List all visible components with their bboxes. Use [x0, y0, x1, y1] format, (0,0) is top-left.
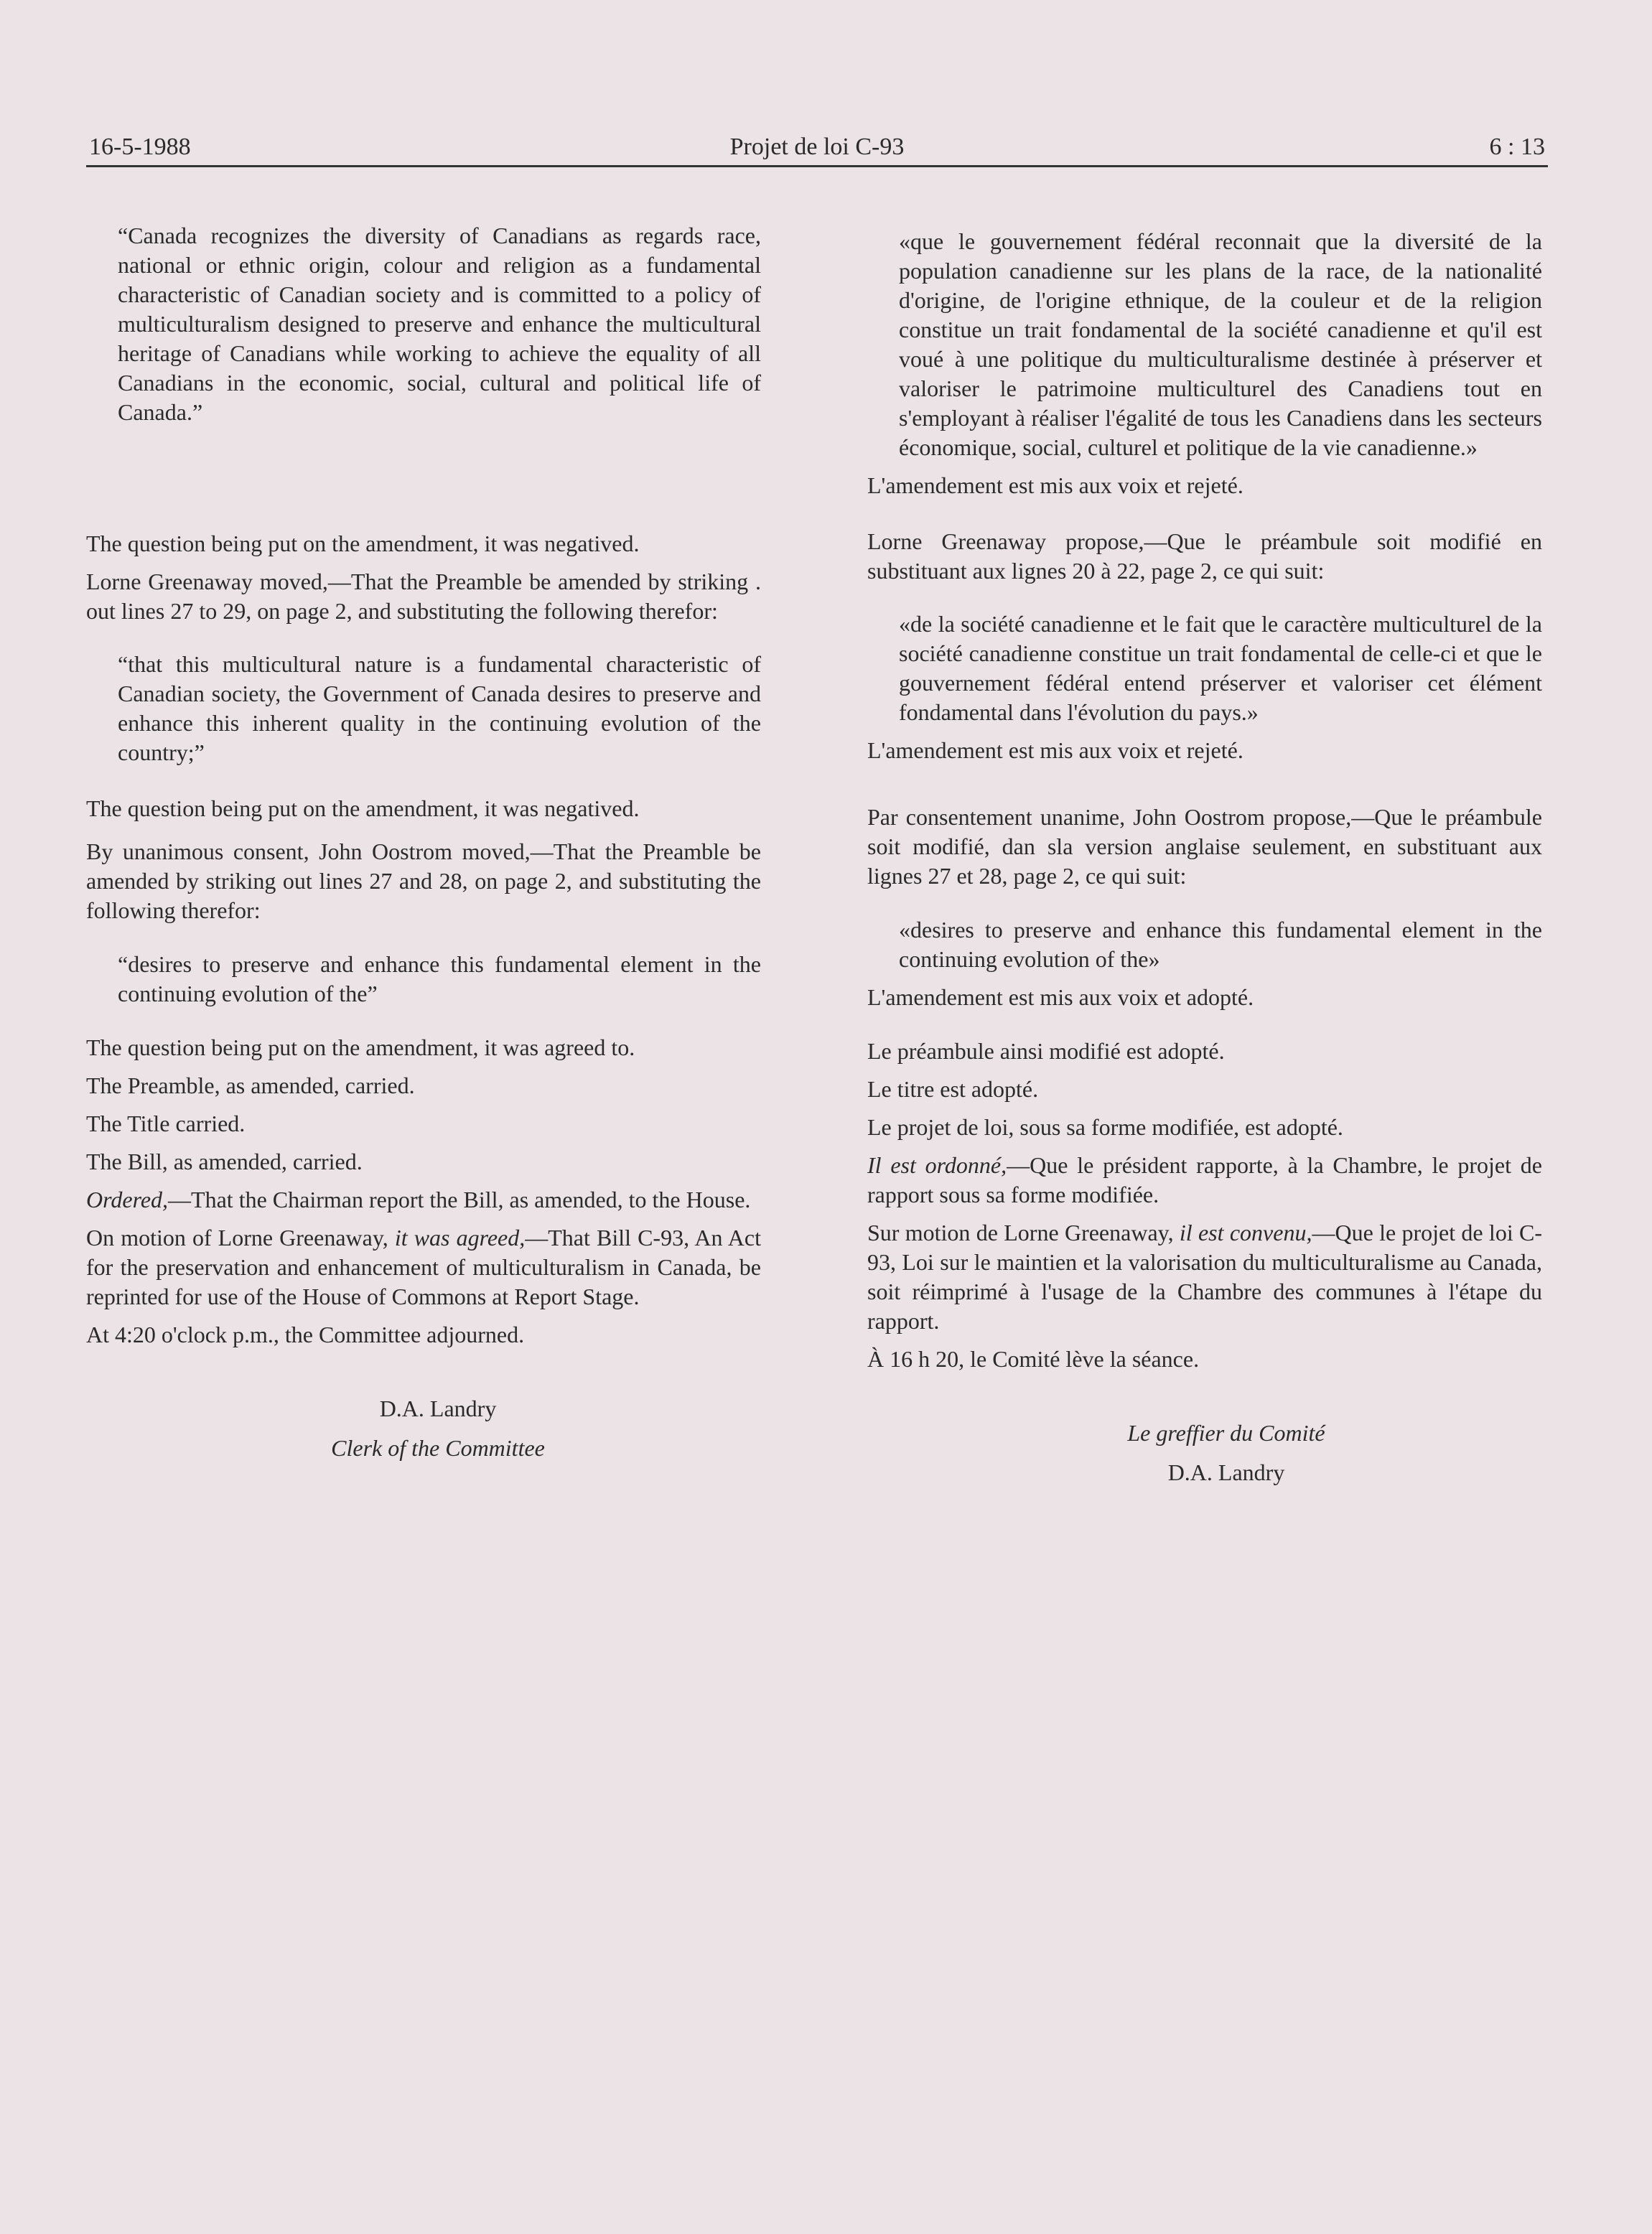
- quoted-amendment-text: «desires to preserve and enhance this fundamental element in the continuing evolution of the»: [899, 917, 1542, 972]
- header-title: Projet de loi C-93: [729, 134, 905, 160]
- motion-text: —That Bill C-93, An Act for the preservation and enhancement of multiculturalism in Canada, be reprinted for use of the House of Commons at Report Stage.: [86, 1225, 761, 1309]
- order-text: —That the Chairman report the Bill, as amended, to the House.: [168, 1187, 751, 1212]
- quoted-amendment-text: “Canada recognizes the diversity of Canadians as regards race, national or ethnic origin, colour and religion as a fundamental characteristic of Canadian society and is committed to a policy of multiculturalism designed to preserve and enhance the multicultural heritage of Canadians while working to achieve the equality of all Canadians in the economic, social, cultural and political life of Canada.”: [118, 223, 761, 425]
- motion-lead: On motion of Lorne Greenaway,: [86, 1225, 395, 1251]
- order-italic-lead: Il est ordonné,: [867, 1152, 1007, 1178]
- motion-paragraph: By unanimous consent, John Oostrom moved,—That the Preamble be amended by striking out lines 27 and 28, on page 2, and substituting the following therefor:: [86, 838, 761, 923]
- result-line: Le titre est adopté.: [867, 1076, 1039, 1102]
- amendment-result: L'amendement est mis aux voix et rejeté.: [867, 472, 1243, 498]
- adjournment-line: At 4:20 o'clock p.m., the Committee adjourned.: [86, 1322, 525, 1347]
- quoted-amendment-text: “that this multicultural nature is a fundamental characteristic of Canadian society, the Government of Canada desires to preserve and enhance this inherent quality in the continuing evolution of the country;”: [118, 651, 761, 765]
- amendment-result: The question being put on the amendment, it was agreed to.: [86, 1034, 635, 1060]
- result-line: Le préambule ainsi modifié est adopté.: [867, 1038, 1225, 1064]
- page-header: [86, 126, 1548, 167]
- signature-name: D.A. Landry: [379, 1396, 497, 1421]
- signature-name: D.A. Landry: [1167, 1459, 1285, 1485]
- quoted-amendment-text: “desires to preserve and enhance this fundamental element in the continuing evolution of the”: [118, 951, 761, 1006]
- quoted-amendment-text: «que le gouvernement fédéral reconnait que la diversité de la population canadienne sur les plans de la race, de la nationalité d'origine, de l'origine ethnique, de la couleur et de la religion constitue un trait fondamental de la société canadienne et qu'il est voué à une politique du multiculturalisme destinée à préserver et valoriser le patrimoine multiculturel des Canadiens tout en s'employant à réaliser l'égalité de tous les Canadiens dans les secteurs économique, social, culturel et politique de la vie canadienne.»: [899, 228, 1542, 460]
- motion-paragraph: [867, 1218, 1542, 1336]
- signature-title: Clerk of the Committee: [331, 1435, 545, 1461]
- motion-text: —Que le projet de loi C-93, Loi sur le maintien et la valorisation du multiculturalisme au Canada, soit réimprimé à l'usage de la Chambre des communes à l'étape du rapport.: [867, 1220, 1543, 1334]
- motion-paragraph: [86, 1223, 761, 1312]
- motion-italic: il est convenu,: [1179, 1220, 1312, 1245]
- amendment-result: L'amendement est mis aux voix et rejeté.: [867, 737, 1243, 763]
- signature-title: Le greffier du Comité: [1127, 1420, 1325, 1446]
- french-column: [867, 221, 1542, 1487]
- order-paragraph: [86, 1185, 761, 1215]
- header-date: 16-5-1988: [89, 134, 191, 160]
- result-line: Le projet de loi, sous sa forme modifiée, est adopté.: [867, 1114, 1343, 1140]
- result-line: The Title carried.: [86, 1111, 246, 1136]
- order-italic-lead: Ordered,: [86, 1187, 169, 1212]
- adjournment-line: À 16 h 20, le Comité lève la séance.: [867, 1346, 1200, 1372]
- amendment-result: L'amendement est mis aux voix et adopté.: [867, 984, 1254, 1010]
- motion-paragraph: Lorne Greenaway moved,—That the Preamble be amended by striking . out lines 27 to 29, on page 2, and substituting the following therefor:: [86, 569, 761, 624]
- result-line: The Preamble, as amended, carried.: [86, 1072, 415, 1098]
- english-column: [86, 221, 761, 1463]
- quoted-amendment-text: «de la société canadienne et le fait que le caractère multiculturel de la société canadienne constitue un trait fondamental de celle-ci et que le gouvernement fédéral entend préserver et valoriser cet élément fondamental dans l'évolution du pays.»: [899, 611, 1542, 725]
- result-line: The Bill, as amended, carried.: [86, 1149, 363, 1174]
- amendment-result: The question being put on the amendment, it was negatived.: [86, 531, 640, 556]
- motion-paragraph: Lorne Greenaway propose,—Que le préambule soit modifié en substituant aux lignes 20 à 22, page 2, ce qui suit:: [867, 528, 1542, 584]
- motion-lead: Sur motion de Lorne Greenaway,: [867, 1220, 1180, 1245]
- order-text: —Que le président rapporte, à la Chambre, le projet de rapport sous sa forme modifiée.: [867, 1152, 1542, 1207]
- header-page-number: 6 : 13: [1489, 134, 1545, 160]
- motion-paragraph: Par consentement unanime, John Oostrom propose,—Que le préambule soit modifié, dan sla version anglaise seulement, en substituant aux lignes 27 et 28, page 2, ce qui suit:: [867, 804, 1542, 889]
- motion-italic: it was agreed,: [394, 1225, 526, 1251]
- amendment-result: The question being put on the amendment, it was negatived.: [86, 795, 640, 821]
- order-paragraph: [867, 1151, 1542, 1210]
